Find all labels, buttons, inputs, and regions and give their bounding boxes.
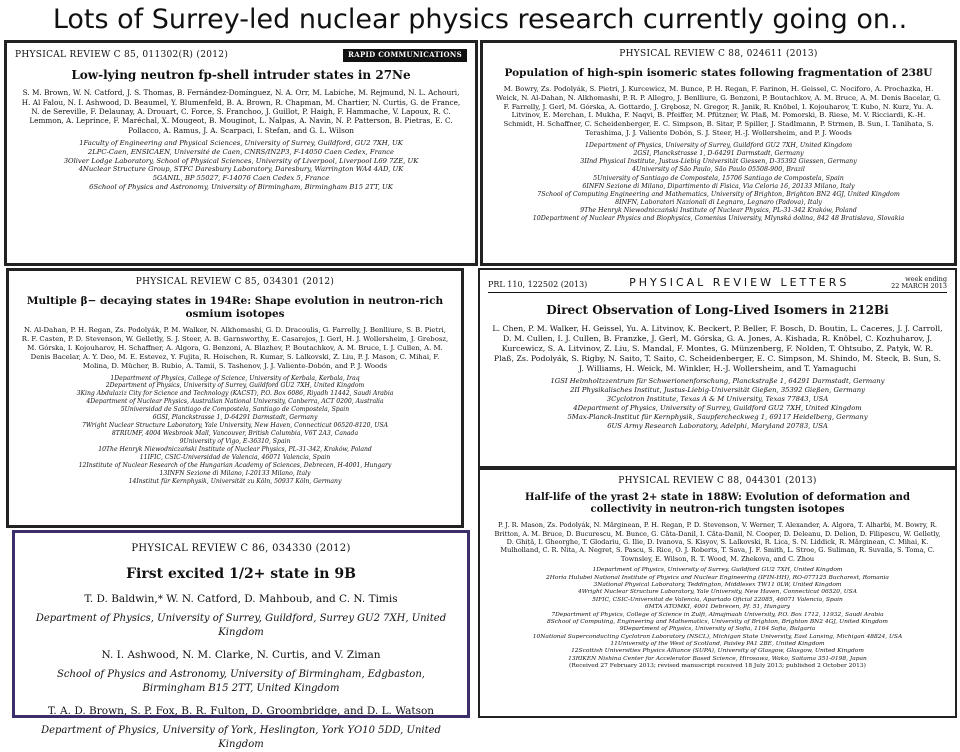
affiliation: 6MTA ATOMKI, 4001 Debrecen, Pf. 51, Hungary [644, 604, 791, 611]
author-group: T. A. D. Brown, S. P. Fox, B. R. Fulton, D. Groombridge, and D. L. Watson [47, 705, 435, 718]
affiliation: 12Institute of Nuclear Research of the Hungarian Academy of Sciences, Debrecen, H-4001, Hungary [78, 461, 392, 469]
paper-panel-27ne [4, 40, 478, 266]
affiliation: 9University of Vigo, E-36310, Spain [179, 437, 291, 445]
affiliation: 9The Henryk Niewodniczański Institute of Nuclear Physics, PL-31-342 Kraków, Poland [580, 207, 857, 215]
paper-header [491, 49, 946, 61]
affiliation: 1Department of Physics, University of Surrey, Guildford GU2 7XH, United Kingdom [592, 567, 843, 574]
affiliation: 1Department of Physics, College of Science, University of Kerbala, Kerbala, Iraq [110, 374, 360, 382]
week-ending-date: 22 MARCH 2013 [891, 282, 947, 291]
affiliation: 10The Henryk Niewodniczański Institute of Nuclear Physics, PL-31-342, Kraków, Poland [98, 445, 372, 453]
affiliation: 11IFIC, CSIC-Universidad de Valencia, 46071 Valencia, Spain [139, 453, 331, 461]
affiliation-list [15, 139, 467, 192]
affiliation: 4Wright Nuclear Structure Laboratory, Yale University, New Haven, Connecticut 06520, USA [578, 589, 857, 596]
author-list: N. Al-Dahan, P. H. Regan, Zs. Podolyák, P. M. Walker, N. Alkhomashi, G. D. Dracoulis, G. Farrelly, J. Benlliure, S. B. Pietri, R. F. Casten, P. D. Stevenson, W. Gelletly, S. J. Steer, A. B. Garnsworthy, E. Casarejos, J. Gerl, H. J. Wollersheim, J. Grebosz, M. Górska, I. Kojouharov, H. Schaffner, A. Algora, G. Benzoni, A. Blazhev, P. Boutachkov, A. M. Bruce, I. J. Cullen, A. M. Denis Bacelar, A. Y. Deo, M. E. Estevez, Y. Fujita, R. Hoischen, R. Kumar, S. Lalkovski, Z. Liu, P. J. Mason, C. Mihai, F. Molina, D. Mücher, B. Rubio, A. Tamii, S. Tashenov, J. J. Valiente-Dobón, and P. J. Woods [21, 326, 449, 370]
affiliation: 6US Army Research Laboratory, Adelphi, Maryland 20783, USA [607, 421, 828, 430]
affiliation: 4Nuclear Structure Group, STFC Daresbury Laboratory, Daresbury, Warrington WA4 4AD, UK [78, 165, 404, 174]
paper-header [15, 49, 467, 62]
journal-ref: PHYSICAL REVIEW C 88, 044301 (2013) [618, 476, 817, 486]
journal-ref: PHYSICAL REVIEW C 85, 034301 (2012) [135, 277, 335, 287]
affiliation: 7School of Computing Engineering and Mathematics, University of Brighton, Brighton BN2 4GJ, United Kingdom [537, 190, 900, 198]
paper-panel-9b [12, 530, 470, 751]
affiliation: 5GANIL, BP 55027, F-14076 Caen Cedex 5, France [152, 174, 330, 183]
week-ending [891, 276, 947, 290]
paper-title: Half-life of the yrast 2+ state in 188W: Evolution of deformation and collectivity in neutron-rich tungsten isotopes [525, 491, 910, 516]
affiliation: 3IInd Physical Institute, Justus-Liebig Universität Giessen, D-35392 Giessen, Germany [580, 158, 857, 166]
prl-header [488, 276, 947, 293]
author-group: T. D. Baldwin,* W. N. Catford, D. Mahboub, and C. N. Timis [84, 592, 398, 605]
affiliation: 10Department of Nuclear Physics and Biophysics, Comenius University, Mlynská dolina, 842 48 Bratislava, Slovakia [532, 215, 905, 223]
affiliation: 6GSI, Planckstrasse 1, D-64291 Darmstadt, Germany [152, 414, 318, 422]
rapid-communications-badge: RAPID COMMUNICATIONS [343, 49, 467, 62]
author-list: P. J. R. Mason, Zs. Podolyák, N. Mărginean, P. H. Regan, P. D. Stevenson, V. Werner, T. Alexander, A. Algora, T. Alharbi, M. Bowry, R. Britton, A. M. Bruce, D. Bucurescu, M. Bunce, G. Căta-Danil, I. Căta-Danil, N. Cooper, D. Deleanu, D. Delion, D. Filipescu, W. Gelletly, D. Ghiță, I. Gheorghe, T. Glodariu, G. Ilie, D. Ivanova, S. Kisyov, S. Lalkovski, R. Lica, S. N. Liddick, R. Mărginean, C. Mihai, K. Mulholland, C. R. Nita, A. Negret, S. Pascu, S. Rice, O. J. Roberts, T. Sava, J. F. Smith, L. Stroe, G. Suliman, R. Suvaila, S. Toma, C. Townsley, E. Wilson, R. T. Wood, M. Zhekova, and C. Zhou [494, 521, 941, 563]
affiliation: 14Institut für Kernphysik, Universität zu Köln, 50937 Köln, Germany [128, 477, 342, 485]
author-group: N. I. Ashwood, N. M. Clarke, N. Curtis, and V. Ziman [101, 648, 381, 661]
affiliation: 8School of Computing, Engineering and Mathematics, University of Brighton, Brighton BN2 4GJ, United Kingdom [546, 618, 889, 625]
affiliation: 1Faculty of Engineering and Physical Sciences, University of Surrey, Guildford, GU2 7XH, UK [79, 138, 403, 147]
affiliation: 3King Abdulaziz City for Science and Technology (KACST), P.O. Box 6086, Riyadh 11442, Saudi Arabia [76, 390, 394, 398]
affiliation: 5Max-Planck-Institut für Kernphysik, Saupfercheckweg 1, 69117 Heidelberg, Germany [567, 412, 868, 421]
journal-ref: PRL 110, 122502 (2013) [488, 280, 588, 290]
affiliation: 11University of the West of Scotland, Paisley PA1 2BE, United Kingdom [610, 641, 825, 648]
author-group-affiliation: Department of Physics, University of York, Heslington, York YO10 5DD, United Kingdom [41, 725, 441, 751]
author-list: S. M. Brown, W. N. Catford, J. S. Thomas, B. Fernández-Domínguez, N. A. Orr, M. Labiche, M. Rejmund, N. L. Achouri, H. Al Falou, N. I. Ashwood, D. Beaumel, Y. Blumenfeld, B. A. Brown, R. Chapman, M. Chartier, N. Curtis, G. de France, N. de Sereville, F. Delaunay, A. Drouart, C. Force, S. Franchoo, J. Guillot, P. Haigh, F. Hammache, V. Lapoux, R. C. Lemmon, A. Leprince, F. Maréchal, X. Mougeot, B. Mouginot, L. Nalpas, A. Navin, N. P. Patterson, B. Pietras, E. C. Pollacco, A. Ramus, J. A. Scarpaci, I. Stefan, and G. L. Wilson [21, 88, 461, 135]
affiliation: 9Department of Physics, University of Sofia, 1164 Sofia, Bulgaria [619, 626, 816, 633]
affiliation: 5University of Santiago de Compostela, 15706 Santiago de Compostela, Spain [593, 174, 844, 182]
paper-header [25, 543, 457, 556]
affiliation: 2LPC-Caen, ENSICAEN, Université de Caen, CNRS/IN2P3, F-14050 Caen Cedex, France [87, 147, 395, 156]
affiliation: 2Department of Physics, University of Surrey, Guildford GU2 7XH, United Kingdom [105, 382, 365, 390]
journal-ref: PHYSICAL REVIEW C 88, 024611 (2013) [619, 49, 818, 59]
affiliation: 5IFIC, CSIC-Universitat de Valencia, Apartado Oficial 22085, 46071 Valencia, Spain [592, 596, 843, 603]
affiliation-list [17, 375, 453, 486]
paper-title: Low-lying neutron fp-shell intruder states in 27Ne [71, 67, 411, 82]
paper-panel-212bi [478, 268, 957, 468]
author-list: M. Bowry, Zs. Podolyák, S. Pietri, J. Kurcewicz, M. Bunce, P. H. Regan, F. Farinon, H. Geissel, C. Nociforo, A. Prochazka, H. Weick, N. Al-Dahan, N. Alkhomashi, P. R. P. Allegro, J. Benlliure, G. Benzoni, P. Boutachkov, A. M. Bruce, A. M. Denis Bacelar, G. F. Farrelly, J. Gerl, M. Górska, A. Gottardo, J. Grębosz, N. Gregor, R. Janik, R. Knöbel, I. Kojouharov, T. Kubo, N. Kurz, Yu. A. Litvinov, E. Merchan, I. Mukha, F. Naqvi, B. Pfeiffer, M. Pfützner, W. Plaß, M. Pomorski, B. Riese, M. V. Ricciardi, K.-H. Schmidt, H. Schaffner, C. Scheidenberger, E. C. Simpson, B. Sitar, P. Spiller, J. Stadlmann, P. Strmen, B. Sun, I. Tanihata, S. Terashima, J. J. Valiente Dobón, S. J. Steer, H.-J. Wollersheim, and P. J. Woods [496, 84, 941, 138]
paper-title: Multiple β− decaying states in 194Re: Shape evolution in neutron-rich osmium isotopes [26, 294, 444, 320]
affiliation: 12Scottish Universities Physics Alliance (SUPA), University of Glasgow, Glasgow, United Kingdom [571, 648, 864, 655]
paper-header [488, 476, 947, 488]
paper-title: Population of high-spin isomeric states following fragmentation of 238U [504, 66, 933, 79]
paper-header [17, 277, 453, 289]
paper-panel-194re [6, 268, 464, 528]
affiliation: 8TRIUMF, 4004 Wesbrook Mall, Vancouver, British Columbia, V6T 2A3, Canada [111, 429, 359, 437]
affiliation: 13INFN Sezione di Milano, I-20133 Milano, Italy [159, 469, 311, 477]
affiliation: 3Cyclotron Institute, Texas A & M University, Texas 77843, USA [606, 395, 829, 404]
affiliation: 7Wright Nuclear Structure Laboratory, Yale University, New Haven, Connecticut 06520-8120, USA [81, 422, 389, 430]
affiliation: 2Horia Hulubei National Institute of Physics and Nuclear Engineering (IFIN-HH), RO-077125 Bucharest, Romania [546, 574, 889, 581]
affiliation: 3National Physical Laboratory, Teddington, Middlesex TW11 0LW, United Kingdom [593, 582, 842, 589]
affiliation-list [488, 377, 947, 430]
paper-panel-238u [480, 40, 957, 266]
affiliation: 5Universidad de Santiago de Compostela, Santiago de Compostela, Spain [120, 406, 350, 414]
paper-title: Direct Observation of Long-Lived Isomers in 212Bi [546, 303, 889, 318]
journal-name: PHYSICAL REVIEW LETTERS [629, 276, 850, 290]
affiliation-list [491, 142, 946, 224]
affiliation: 4Department of Physics, University of Surrey, Guildford GU2 7XH, United Kingdom [573, 403, 862, 412]
affiliation: 6INFN Sezione di Milano, Dipartimento di Fisica, Via Celoria 16, 20133 Milano, Italy [582, 182, 855, 190]
paper-panel-188w [478, 468, 957, 718]
affiliation: 8INFN, Laboratori Nazionali di Legnaro, Legnaro (Padova), Italy [615, 199, 822, 207]
affiliation: 1Department of Physics, University of Surrey, Guildford GU2 7XH, United Kingdom [584, 141, 853, 149]
paper-title: First excited 1/2+ state in 9B [126, 565, 356, 582]
author-group-affiliation: School of Physics and Astronomy, University of Birmingham, Edgbaston, Birmingham B15 2TT, United Kingdom [57, 669, 425, 695]
affiliation: 13RIKEN Nishina Center for Accelerator Based Science, Hirosawa, Wako, Saitama 351-0198, Japan [568, 655, 867, 662]
affiliation: 4Department of Nuclear Physics, Australian National University, Canberra, ACT 0200, Australia [86, 398, 384, 406]
affiliation: 2II Physikalisches Institut, Justus-Liebig-Universität Gießen, 35392 Gießen, Germany [570, 386, 865, 395]
affiliation: 7Department of Physics, College of Science in Zulfi, Almajmaah University, P.O. Box 1712, 11932, Saudi Arabia [551, 611, 884, 618]
journal-ref: PHYSICAL REVIEW C 85, 011302(R) (2012) [15, 49, 229, 60]
author-group-affiliation: Department of Physics, University of Surrey, Guildford, Surrey GU2 7XH, United Kingdom [35, 612, 447, 638]
affiliation: 1GSI Helmholtzzentrum für Schwerionenforschung, Planckstraße 1, 64291 Darmstadt, Germany [550, 377, 885, 386]
affiliation-list [488, 567, 947, 670]
week-ending-label: week ending [905, 275, 947, 283]
affiliation: 6School of Physics and Astronomy, University of Birmingham, Birmingham B15 2TT, UK [89, 183, 393, 192]
received-dates: (Received 27 February 2013; revised manuscript received 18 July 2013; published 2 October 2013) [569, 663, 866, 670]
affiliation: 3Oliver Lodge Laboratory, School of Physical Sciences, University of Liverpool, Liverpool L69 7ZE, UK [63, 156, 419, 165]
author-list: L. Chen, P. M. Walker, H. Geissel, Yu. A. Litvinov, K. Beckert, P. Beller, F. Bosch, D. Boutin, L. Caceres, J. J. Carroll, D. M. Cullen, I. J. Cullen, B. Franzke, J. Gerl, M. Górska, G. A. Jones, A. Kishada, R. Knöbel, C. Kozhuharov, J. Kurcewicz, S. A. Litvinov, Z. Liu, S. Mandal, F. Montes, G. Münzenberg, F. Nolden, T. Ohtsubo, Z. Patyk, W. R. Plaß, Zs. Podolyák, S. Rigby, N. Saito, T. Saito, C. Scheidenberger, E. C. Simpson, M. Shindo, M. Steck, B. Sun, S. J. Williams, H. Weick, M. Winkler, H.-J. Wollersheim, and T. Yamaguchi [492, 323, 943, 373]
affiliation: 10National Superconducting Cyclotron Laboratory (NSCL), Michigan State University, East Lansing, Michigan 48824, USA [532, 633, 903, 640]
journal-ref: PHYSICAL REVIEW C 86, 034330 (2012) [131, 543, 351, 554]
affiliation: 2GSI, Planckstrasse 1, D-64291 Darmstadt, Germany [633, 150, 804, 158]
slide-title: Lots of Surrey-led nuclear physics research currently going on.. [52, 4, 908, 35]
affiliation: 4University of São Paulo, São Paulo 05508-900, Brazil [632, 166, 805, 174]
